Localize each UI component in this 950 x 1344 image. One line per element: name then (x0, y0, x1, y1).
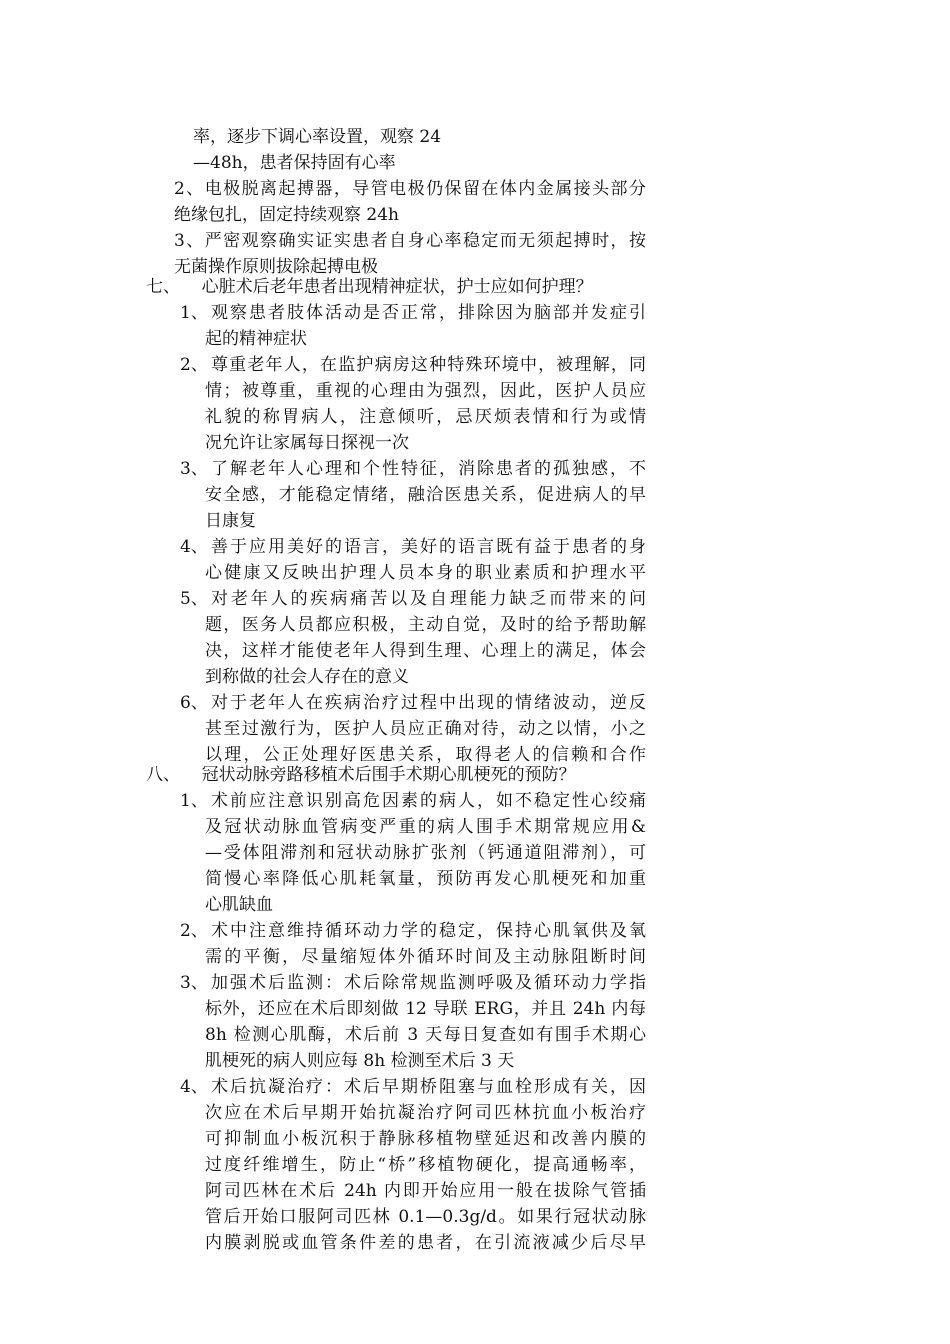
text-line: 况允许让家属每日探视一次 (205, 433, 409, 453)
text-line: 过度纤维增生，防止“桥”移植物硬化，提高通畅率， (205, 1155, 646, 1175)
text-line: 对于老年人在疾病治疗过程中出现的情绪波动，逆反 (211, 693, 646, 713)
list-number: 4、 (180, 1077, 208, 1097)
text-line: 管后开始口服阿司匹林 0.1—0.3g/d。如果行冠状动脉 (205, 1207, 646, 1227)
text-line: 礼貌的称胃病人，注意倾听，忌厌烦表情和行为或情 (205, 407, 646, 427)
list-number: 1、 (180, 791, 208, 811)
text-line: 可抑制血小板沉积于静脉移植物壁延迟和改善内膜的 (205, 1129, 646, 1149)
text-line: 观察患者肢体活动是否正常，排除因为脑部并发症引 (211, 303, 646, 323)
text-line: 次应在术后早期开始抗凝治疗阿司匹林抗血小板治疗 (205, 1103, 646, 1123)
text-line: —48h，患者保持固有心率 (193, 153, 396, 173)
text-line: 到称做的社会人存在的意义 (205, 667, 409, 687)
text-line: 了解老年人心理和个性特征，消除患者的孤独感，不 (211, 459, 646, 479)
text-line: 起的精神症状 (205, 329, 307, 349)
text-line: 绝缘包扎，固定持续观察 24h (174, 205, 399, 225)
text-line: 标外，还应在术后即刻做 12 导联 ERG，并且 24h 内每 (205, 999, 646, 1019)
text-line: 术中注意维持循环动力学的稳定，保持心肌氧供及氧 (211, 921, 646, 941)
text-line: 安全感，才能稳定情绪，融洽医患关系，促进病人的早 (205, 485, 646, 505)
text-line: 题，医务人员都应积极，主动自觉，及时的给予帮助解 (205, 615, 646, 635)
text-line: 以理，公正处理好医患关系，取得老人的信赖和合作 (205, 745, 646, 765)
text-line: 无菌操作原则拔除起搏电极 (174, 257, 378, 277)
text-line: 甚至过激行为，医护人员应正确对待，动之以情，小之 (205, 719, 646, 739)
list-number: 2、 (180, 355, 208, 375)
text-line: 及冠状动脉血管病变严重的病人围手术期常规应用& (205, 817, 646, 837)
text-line: 阿司匹林在术后 24h 内即开始应用一般在拔除气管插 (205, 1181, 646, 1201)
text-line: 内膜剥脱或血管条件差的患者，在引流液减少后尽早 (205, 1233, 646, 1253)
text-line: 肌梗死的病人则应每 8h 检测至术后 3 天 (205, 1051, 515, 1071)
text-line: 心肌缺血 (205, 895, 273, 915)
list-number: 1、 (180, 303, 208, 323)
text-line: 3、严密观察确实证实患者自身心率稳定而无须起搏时，按 (174, 231, 646, 251)
text-line: 简慢心率降低心肌耗氧量，预防再发心肌梗死和加重 (205, 869, 646, 889)
text-line: 心健康又反映出护理人员本身的职业素质和护理水平 (205, 563, 646, 583)
text-line: 情；被尊重，重视的心理由为强烈，因此，医护人员应 (205, 381, 646, 401)
section-heading: 七、 心脏术后老年患者出现精神症状，护士应如何护理？ (146, 277, 593, 297)
list-number: 3、 (180, 459, 208, 479)
text-line: 善于应用美好的语言，美好的语言既有益于患者的身 (211, 537, 646, 557)
text-line: 8h 检测心肌酶，术后前 3 天每日复查如有围手术期心 (205, 1025, 646, 1045)
text-line: 需的平衡，尽量缩短体外循环时间及主动脉阻断时间 (205, 947, 646, 967)
section-heading: 八、 冠状动脉旁路移植术后围手术期心肌梗死的预防？ (146, 765, 576, 785)
text-line: 日康复 (205, 511, 256, 531)
text-line: 决，这样才能使老年人得到生理、心理上的满足，体会 (205, 641, 646, 661)
list-number: 3、 (180, 973, 208, 993)
text-line: 对老年人的疾病痛苦以及自理能力缺乏而带来的问 (211, 589, 646, 609)
list-number: 2、 (180, 921, 208, 941)
text-line: 2、电极脱离起搏器，导管电极仍保留在体内金属接头部分 (174, 179, 646, 199)
text-line: 加强术后监测：术后除常规监测呼吸及循环动力学指 (211, 973, 646, 993)
list-number: 5、 (180, 589, 208, 609)
text-line: 率，逐步下调心率设置，观察 24 (193, 127, 442, 147)
text-line: 术后抗凝治疗：术后早期桥阻塞与血栓形成有关，因 (211, 1077, 646, 1097)
text-line: 术前应注意识别高危因素的病人，如不稳定性心绞痛 (211, 791, 646, 811)
text-line: —受体阻滞剂和冠状动脉扩张剂（钙通道阻滞剂），可 (205, 843, 646, 863)
list-number: 6、 (180, 693, 208, 713)
list-number: 4、 (180, 537, 208, 557)
text-line: 尊重老年人，在监护病房这种特殊环境中，被理解，同 (211, 355, 646, 375)
